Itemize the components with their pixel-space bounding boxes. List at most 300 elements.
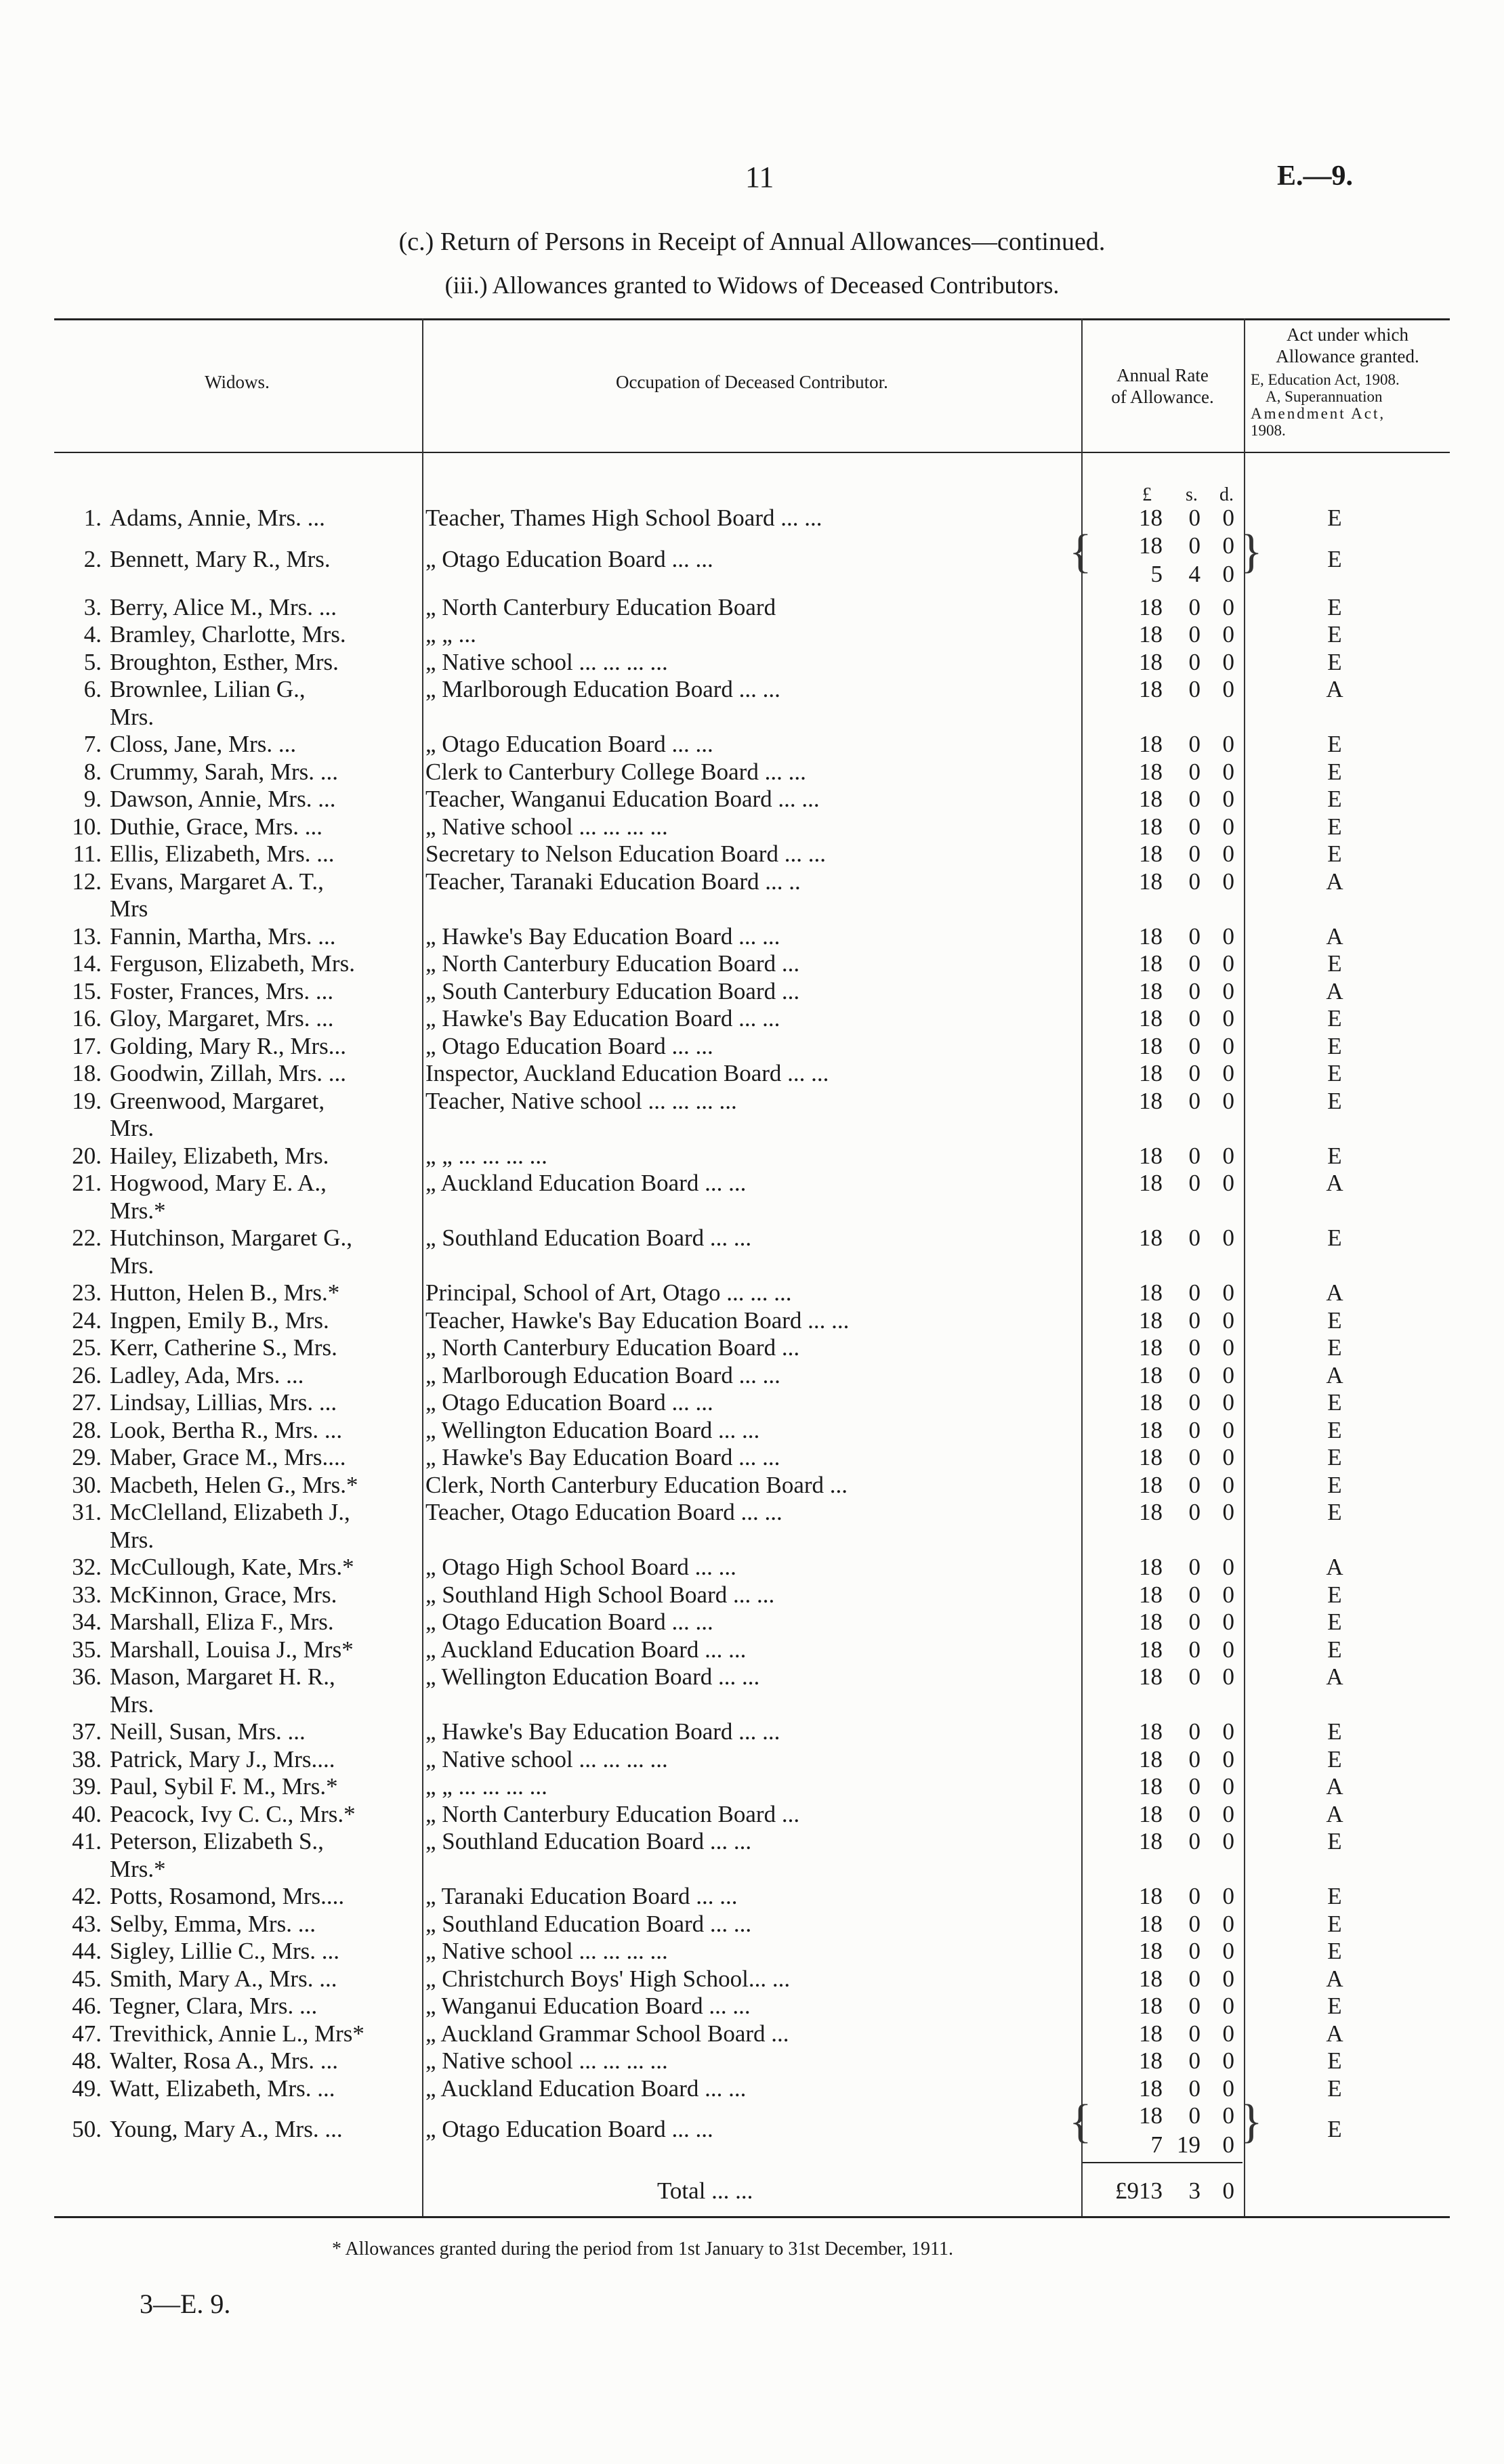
table-row bbox=[0, 1828, 1504, 1883]
rate-header-line1: Annual Rate bbox=[1116, 365, 1209, 385]
rate-pence: 0 bbox=[1222, 1087, 1234, 1114]
act-code: E bbox=[1327, 505, 1342, 531]
occupation: Teacher, Taranaki Education Board ... .. bbox=[425, 868, 801, 895]
rate-shillings: 0 bbox=[1188, 1745, 1200, 1772]
table-row bbox=[0, 950, 1504, 978]
total-pence: 0 bbox=[1222, 2178, 1234, 2204]
row-number: 46. bbox=[72, 1993, 102, 2019]
rate-shillings: 0 bbox=[1188, 1883, 1200, 1909]
widow-name: Kerr, Catherine S., Mrs. bbox=[110, 1334, 337, 1361]
pounds-unit-label: £ bbox=[1142, 484, 1152, 505]
table-subtitle: (iii.) Allowances granted to Widows of Deceased Contributors. bbox=[444, 272, 1060, 299]
widow-name: Look, Bertha R., Mrs. ... bbox=[110, 1416, 343, 1443]
table-row bbox=[0, 1417, 1504, 1445]
widow-name: Mrs bbox=[110, 895, 148, 922]
act-code: E bbox=[1327, 2075, 1342, 2102]
rate-pence: 0 bbox=[1222, 922, 1234, 950]
rate-pence: 0 bbox=[1222, 1444, 1234, 1470]
row-number: 32. bbox=[72, 1554, 102, 1580]
row-number: 33. bbox=[72, 1581, 102, 1608]
widow-name: Brownlee, Lilian G., bbox=[110, 676, 306, 702]
act-code: E bbox=[1327, 841, 1342, 867]
row-number: 47. bbox=[72, 2020, 102, 2047]
rate-shillings: 0 bbox=[1188, 1444, 1200, 1470]
act-code: E bbox=[1327, 1444, 1342, 1470]
rate-pence: 0 bbox=[1222, 977, 1234, 1004]
widow-name: Golding, Mary R., Mrs... bbox=[110, 1032, 347, 1059]
row-number: 36. bbox=[72, 1663, 102, 1690]
occupation: Teacher, Thames High School Board ... ... bbox=[425, 505, 822, 531]
rate-shillings: 0 bbox=[1188, 505, 1200, 531]
widow-name: Marshall, Eliza F., Mrs. bbox=[110, 1609, 334, 1635]
rate-pounds: 5 bbox=[1150, 561, 1163, 588]
row-number: 49. bbox=[72, 2075, 102, 2102]
row-number: 21. bbox=[72, 1170, 102, 1196]
occupation: Teacher, Hawke's Bay Education Board ... ... bbox=[425, 1307, 850, 1334]
rate-shillings: 0 bbox=[1188, 1910, 1200, 1937]
rate-pence: 0 bbox=[1222, 1800, 1234, 1827]
occupation: „ Otago Education Board ... ... bbox=[425, 1032, 713, 1059]
row-number: 25. bbox=[72, 1334, 102, 1361]
rate-pounds: 18 bbox=[1139, 1993, 1163, 2019]
row-number: 8. bbox=[83, 758, 102, 785]
rate-pence: 0 bbox=[1222, 1745, 1234, 1772]
widow-name: Hutton, Helen B., Mrs.* bbox=[110, 1279, 340, 1306]
rate-pounds: 18 bbox=[1139, 1225, 1163, 1251]
act-header-line2: Allowance granted. bbox=[1276, 346, 1419, 366]
rate-pounds: 18 bbox=[1139, 676, 1163, 702]
table-row bbox=[0, 1005, 1504, 1033]
table-row bbox=[0, 731, 1504, 759]
occupation: „ Otago Education Board ... ... bbox=[425, 545, 713, 572]
rate-pence: 0 bbox=[1222, 1471, 1234, 1498]
table-row bbox=[0, 1966, 1504, 1993]
table-row bbox=[0, 1472, 1504, 1500]
rate-pence: 0 bbox=[1222, 2047, 1234, 2074]
act-header-line3: E, Education Act, 1908. bbox=[1251, 371, 1400, 388]
rate-pence: 0 bbox=[1222, 841, 1234, 867]
rate-shillings: 0 bbox=[1188, 1279, 1200, 1306]
act-code: E bbox=[1327, 1142, 1342, 1169]
widow-name: Goodwin, Zillah, Mrs. ... bbox=[110, 1060, 347, 1086]
rate-pounds: 18 bbox=[1139, 621, 1163, 647]
table-row bbox=[0, 505, 1504, 532]
act-code: A bbox=[1326, 1663, 1343, 1690]
act-code: E bbox=[1327, 2116, 1342, 2143]
rate-pence: 0 bbox=[1222, 532, 1234, 559]
rate-pence: 0 bbox=[1222, 1499, 1234, 1525]
row-number: 31. bbox=[72, 1499, 102, 1525]
rate-pounds: 18 bbox=[1139, 2020, 1163, 2047]
occupation: „ Native school ... ... ... ... bbox=[425, 2047, 668, 2074]
rate-pounds: 18 bbox=[1139, 1609, 1163, 1635]
rate-shillings: 0 bbox=[1188, 1636, 1200, 1663]
rate-shillings: 0 bbox=[1188, 1087, 1200, 1114]
act-code: E bbox=[1327, 1718, 1342, 1745]
rate-pounds: 18 bbox=[1139, 1718, 1163, 1745]
rate-pounds: 18 bbox=[1139, 1828, 1163, 1854]
act-code: E bbox=[1327, 621, 1342, 647]
widow-name: Mrs. bbox=[110, 1115, 154, 1141]
row-number: 4. bbox=[83, 621, 102, 647]
occupation: Secretary to Nelson Education Board ... ... bbox=[425, 841, 826, 867]
table-row bbox=[0, 1060, 1504, 1088]
rate-pence: 0 bbox=[1222, 1389, 1234, 1416]
row-number: 48. bbox=[72, 2047, 102, 2074]
rate-shillings: 0 bbox=[1188, 950, 1200, 977]
widow-name: Closs, Jane, Mrs. ... bbox=[110, 731, 297, 757]
table-row bbox=[0, 1636, 1504, 1664]
row-number: 13. bbox=[72, 922, 102, 950]
rate-pounds: 18 bbox=[1139, 1142, 1163, 1169]
row-number: 19. bbox=[72, 1087, 102, 1114]
occupation: „ North Canterbury Education Board ... bbox=[425, 950, 800, 977]
rate-pence: 0 bbox=[1222, 1334, 1234, 1361]
widow-name: Dawson, Annie, Mrs. ... bbox=[110, 786, 336, 812]
rate-pence: 0 bbox=[1222, 676, 1234, 702]
rate-pence: 0 bbox=[1222, 2102, 1234, 2129]
occupation: „ Auckland Education Board ... ... bbox=[425, 2075, 747, 2102]
rate-shillings: 0 bbox=[1188, 1609, 1200, 1635]
rate-pounds: 18 bbox=[1139, 950, 1163, 977]
row-number: 40. bbox=[72, 1800, 102, 1827]
widow-name: Paul, Sybil F. M., Mrs.* bbox=[110, 1773, 338, 1800]
table-row bbox=[0, 621, 1504, 649]
rate-shillings: 0 bbox=[1188, 1663, 1200, 1690]
widow-name: Hogwood, Mary E. A., bbox=[110, 1170, 327, 1196]
row-number: 1. bbox=[83, 505, 102, 531]
act-code: A bbox=[1326, 1361, 1343, 1388]
occupation: „ North Canterbury Education Board ... bbox=[425, 1334, 800, 1361]
occupation: „ Marlborough Education Board ... ... bbox=[425, 1361, 780, 1388]
widow-name: Ladley, Ada, Mrs. ... bbox=[110, 1361, 304, 1388]
occupation: Teacher, Otago Education Board ... ... bbox=[425, 1499, 782, 1525]
act-code: E bbox=[1327, 1581, 1342, 1608]
rate-pence: 0 bbox=[1222, 2131, 1234, 2158]
rate-pounds: 18 bbox=[1139, 2075, 1163, 2102]
rate-shillings: 0 bbox=[1188, 648, 1200, 675]
rate-shillings: 0 bbox=[1188, 1307, 1200, 1334]
rate-pounds: 18 bbox=[1139, 1800, 1163, 1827]
rate-pounds: 18 bbox=[1139, 813, 1163, 840]
rate-shillings: 0 bbox=[1188, 1499, 1200, 1525]
rate-pounds: 18 bbox=[1139, 841, 1163, 867]
row-number: 42. bbox=[72, 1883, 102, 1909]
act-code: E bbox=[1327, 1060, 1342, 1086]
widow-name: Greenwood, Margaret, bbox=[110, 1087, 325, 1114]
act-code: E bbox=[1327, 593, 1342, 620]
page-number: 11 bbox=[745, 161, 774, 194]
act-code: A bbox=[1326, 2020, 1343, 2047]
widow-name: Neill, Susan, Mrs. ... bbox=[110, 1718, 306, 1745]
table-row bbox=[0, 978, 1504, 1006]
rate-pence: 0 bbox=[1222, 1279, 1234, 1306]
rate-pence: 0 bbox=[1222, 1307, 1234, 1334]
occupation: Principal, School of Art, Otago ... ... ... bbox=[425, 1279, 792, 1306]
occupation: „ Marlborough Education Board ... ... bbox=[425, 676, 780, 702]
occupation: „ Southland Education Board ... ... bbox=[425, 1828, 752, 1854]
table-row bbox=[0, 1225, 1504, 1279]
act-code: E bbox=[1327, 1883, 1342, 1909]
rate-shillings: 0 bbox=[1188, 1938, 1200, 1964]
rate-pounds: 18 bbox=[1139, 648, 1163, 675]
widow-name: Adams, Annie, Mrs. ... bbox=[110, 505, 325, 531]
footnote: * Allowances granted during the period from 1st January to 31st December, 1911. bbox=[332, 2238, 953, 2259]
table-row bbox=[0, 1581, 1504, 1609]
rate-shillings: 0 bbox=[1188, 1800, 1200, 1827]
rate-shillings: 0 bbox=[1188, 1060, 1200, 1086]
rate-pence: 0 bbox=[1222, 1361, 1234, 1388]
act-code: E bbox=[1327, 1938, 1342, 1964]
rate-pounds: 18 bbox=[1139, 1663, 1163, 1690]
rate-shillings: 0 bbox=[1188, 1965, 1200, 1992]
occupation: „ Hawke's Bay Education Board ... ... bbox=[425, 1005, 780, 1032]
row-number: 12. bbox=[72, 868, 102, 895]
rate-shillings: 0 bbox=[1188, 1032, 1200, 1059]
occupation: „ Otago Education Board ... ... bbox=[425, 1389, 713, 1416]
row-number: 45. bbox=[72, 1965, 102, 1992]
widow-name: Mrs. bbox=[110, 1526, 154, 1553]
rate-shillings: 0 bbox=[1188, 621, 1200, 647]
rate-pounds: 18 bbox=[1139, 1938, 1163, 1964]
widow-name: Mrs.* bbox=[110, 1855, 166, 1882]
row-number: 14. bbox=[72, 950, 102, 977]
table-row bbox=[0, 1554, 1504, 1581]
table-row bbox=[0, 1609, 1504, 1636]
act-code: E bbox=[1327, 786, 1342, 812]
row-number: 37. bbox=[72, 1718, 102, 1745]
occupation: „ Native school ... ... ... ... bbox=[425, 648, 668, 675]
row-number: 18. bbox=[72, 1060, 102, 1086]
row-number: 43. bbox=[72, 1910, 102, 1937]
rate-pounds: 18 bbox=[1139, 868, 1163, 895]
rate-pounds: 18 bbox=[1139, 1005, 1163, 1032]
act-code: E bbox=[1327, 1389, 1342, 1416]
widow-name: Walter, Rosa A., Mrs. ... bbox=[110, 2047, 338, 2074]
act-code: E bbox=[1327, 731, 1342, 757]
occupation: „ Hawke's Bay Education Board ... ... bbox=[425, 1718, 780, 1745]
rate-pounds: 18 bbox=[1139, 1279, 1163, 1306]
widow-name: Mrs. bbox=[110, 703, 154, 730]
widow-name: Berry, Alice M., Mrs. ... bbox=[110, 593, 337, 620]
act-code: E bbox=[1327, 1032, 1342, 1059]
row-number: 17. bbox=[72, 1032, 102, 1059]
occupation: „ „ ... ... ... ... bbox=[425, 1142, 547, 1169]
row-number: 9. bbox=[83, 786, 102, 812]
rate-shillings: 0 bbox=[1188, 1389, 1200, 1416]
act-code: A bbox=[1326, 1800, 1343, 1827]
rate-pence: 0 bbox=[1222, 1883, 1234, 1909]
row-number: 10. bbox=[72, 813, 102, 840]
widow-name: Smith, Mary A., Mrs. ... bbox=[110, 1965, 337, 1992]
table-row bbox=[0, 1499, 1504, 1554]
rate-pence: 0 bbox=[1222, 1170, 1234, 1196]
table-row bbox=[0, 786, 1504, 813]
table-row bbox=[0, 1143, 1504, 1170]
rate-pounds: 18 bbox=[1139, 1087, 1163, 1114]
occupation: „ Otago High School Board ... ... bbox=[425, 1554, 736, 1580]
table-row bbox=[0, 1718, 1504, 1746]
act-code: E bbox=[1327, 648, 1342, 675]
widow-name: Evans, Margaret A. T., bbox=[110, 868, 324, 895]
widow-name: Foster, Frances, Mrs. ... bbox=[110, 977, 334, 1004]
widow-name: Hailey, Elizabeth, Mrs. bbox=[110, 1142, 329, 1169]
rate-shillings: 0 bbox=[1188, 1554, 1200, 1580]
table-row bbox=[0, 676, 1504, 731]
table-row bbox=[0, 1938, 1504, 1966]
row-number: 35. bbox=[72, 1636, 102, 1663]
rate-pounds: 18 bbox=[1139, 1170, 1163, 1196]
table-row bbox=[0, 649, 1504, 677]
table-row bbox=[0, 868, 1504, 923]
row-number: 28. bbox=[72, 1416, 102, 1443]
widow-name: Sigley, Lillie C., Mrs. ... bbox=[110, 1938, 339, 1964]
widow-name: McKinnon, Grace, Mrs. bbox=[110, 1581, 337, 1608]
row-number: 39. bbox=[72, 1773, 102, 1800]
rate-shillings: 0 bbox=[1188, 1718, 1200, 1745]
table-row bbox=[0, 813, 1504, 841]
rate-shillings: 0 bbox=[1188, 841, 1200, 867]
rate-shillings: 0 bbox=[1188, 676, 1200, 702]
occupation: „ Christchurch Boys' High School... ... bbox=[425, 1965, 791, 1992]
table-row bbox=[0, 1993, 1504, 2020]
occupation: „ Wellington Education Board ... ... bbox=[425, 1663, 760, 1690]
rate-pounds: 18 bbox=[1139, 1745, 1163, 1772]
widow-name: Ingpen, Emily B., Mrs. bbox=[110, 1307, 329, 1334]
row-number: 29. bbox=[72, 1444, 102, 1470]
row-number: 7. bbox=[83, 731, 102, 757]
row-number: 24. bbox=[72, 1307, 102, 1334]
rate-pounds: 18 bbox=[1139, 1581, 1163, 1608]
shillings-unit-label: s. bbox=[1186, 484, 1198, 505]
total-pounds: £913 bbox=[1115, 2178, 1163, 2204]
widow-name: Patrick, Mary J., Mrs.... bbox=[110, 1745, 335, 1772]
row-number: 16. bbox=[72, 1005, 102, 1032]
rate-pence: 0 bbox=[1222, 1142, 1234, 1169]
act-code: E bbox=[1327, 545, 1342, 572]
act-code: A bbox=[1326, 1965, 1343, 1992]
rate-shillings: 0 bbox=[1188, 731, 1200, 757]
rate-pence: 0 bbox=[1222, 561, 1234, 588]
table-row bbox=[0, 1389, 1504, 1417]
table-row bbox=[0, 923, 1504, 951]
widow-name: Crummy, Sarah, Mrs. ... bbox=[110, 758, 339, 785]
rate-pounds: 18 bbox=[1139, 593, 1163, 620]
table-row bbox=[0, 759, 1504, 786]
occupation: „ Taranaki Education Board ... ... bbox=[425, 1883, 738, 1909]
rate-pounds: 18 bbox=[1139, 1361, 1163, 1388]
act-code: A bbox=[1326, 868, 1343, 895]
rate-shillings: 0 bbox=[1188, 1170, 1200, 1196]
occupation: „ Wanganui Education Board ... ... bbox=[425, 1993, 751, 2019]
rate-pence: 0 bbox=[1222, 868, 1234, 895]
rate-shillings: 0 bbox=[1188, 2075, 1200, 2102]
rate-shillings: 0 bbox=[1188, 758, 1200, 785]
rate-pounds: 18 bbox=[1139, 1307, 1163, 1334]
rate-pounds: 18 bbox=[1139, 1444, 1163, 1470]
rate-shillings: 4 bbox=[1188, 561, 1200, 588]
act-code: E bbox=[1327, 1993, 1342, 2019]
brace-left-decoration: { bbox=[1069, 2096, 1092, 2148]
act-code: A bbox=[1326, 676, 1343, 702]
widow-name: Macbeth, Helen G., Mrs.* bbox=[110, 1471, 358, 1498]
act-code: E bbox=[1327, 1307, 1342, 1334]
rate-shillings: 0 bbox=[1188, 593, 1200, 620]
act-code: A bbox=[1326, 1554, 1343, 1580]
rate-shillings: 0 bbox=[1188, 1005, 1200, 1032]
occupation: „ Wellington Education Board ... ... bbox=[425, 1416, 760, 1443]
widow-name: Hutchinson, Margaret G., bbox=[110, 1225, 353, 1251]
table-row bbox=[0, 1663, 1504, 1718]
occupation: Teacher, Native school ... ... ... ... bbox=[425, 1087, 737, 1114]
rate-pounds: 18 bbox=[1139, 758, 1163, 785]
rate-pounds: 18 bbox=[1139, 1032, 1163, 1059]
rate-pence: 0 bbox=[1222, 1554, 1234, 1580]
rate-pence: 0 bbox=[1222, 1032, 1234, 1059]
rate-shillings: 0 bbox=[1188, 1828, 1200, 1854]
widow-name: Bramley, Charlotte, Mrs. bbox=[110, 621, 346, 647]
column-header-occupation: Occupation of Deceased Contributor. bbox=[616, 372, 888, 392]
rate-shillings: 0 bbox=[1188, 922, 1200, 950]
table-row bbox=[0, 2096, 1504, 2158]
rate-pounds: 18 bbox=[1139, 2102, 1163, 2129]
table-row bbox=[0, 1033, 1504, 1061]
document-reference: E.—9. bbox=[1277, 161, 1354, 192]
rate-pence: 0 bbox=[1222, 950, 1234, 977]
rate-shillings: 0 bbox=[1188, 786, 1200, 812]
table-row bbox=[0, 1746, 1504, 1774]
act-code: E bbox=[1327, 950, 1342, 977]
occupation: „ Hawke's Bay Education Board ... ... bbox=[425, 1444, 780, 1470]
row-number: 41. bbox=[72, 1828, 102, 1854]
pence-unit-label: d. bbox=[1219, 484, 1234, 505]
act-code: E bbox=[1327, 1745, 1342, 1772]
rate-shillings: 0 bbox=[1188, 1361, 1200, 1388]
rate-shillings: 0 bbox=[1188, 1581, 1200, 1608]
occupation: „ Native school ... ... ... ... bbox=[425, 1938, 668, 1964]
widow-name: Mason, Margaret H. R., bbox=[110, 1663, 335, 1690]
page-signature: 3—E. 9. bbox=[140, 2289, 231, 2319]
brace-right-decoration: } bbox=[1240, 525, 1263, 578]
row-number: 22. bbox=[72, 1225, 102, 1251]
rate-pence: 0 bbox=[1222, 621, 1234, 647]
rate-shillings: 0 bbox=[1188, 2020, 1200, 2047]
act-code: A bbox=[1326, 977, 1343, 1004]
act-header-line1: Act under which bbox=[1287, 324, 1408, 345]
act-header-line4: A, Superannuation bbox=[1266, 388, 1383, 405]
rate-pounds: 18 bbox=[1139, 977, 1163, 1004]
widow-name: McClelland, Elizabeth J., bbox=[110, 1499, 350, 1525]
rate-pence: 0 bbox=[1222, 1828, 1234, 1854]
rate-pence: 0 bbox=[1222, 1416, 1234, 1443]
rate-shillings: 0 bbox=[1188, 1416, 1200, 1443]
row-number: 50. bbox=[72, 2116, 102, 2143]
rate-pounds: 18 bbox=[1139, 1554, 1163, 1580]
act-code: E bbox=[1327, 1225, 1342, 1251]
rate-pounds: 18 bbox=[1139, 1060, 1163, 1086]
table-row bbox=[0, 2020, 1504, 2048]
act-header-line6: 1908. bbox=[1251, 422, 1286, 439]
act-code: A bbox=[1326, 1279, 1343, 1306]
table-row bbox=[0, 1773, 1504, 1801]
occupation: „ Southland Education Board ... ... bbox=[425, 1225, 752, 1251]
act-header-line5: Amendment Act, bbox=[1251, 405, 1386, 422]
rate-pounds: 18 bbox=[1139, 505, 1163, 531]
occupation: „ Auckland Grammar School Board ... bbox=[425, 2020, 789, 2047]
act-code: E bbox=[1327, 1609, 1342, 1635]
occupation: „ Auckland Education Board ... ... bbox=[425, 1170, 747, 1196]
act-code: E bbox=[1327, 2047, 1342, 2074]
